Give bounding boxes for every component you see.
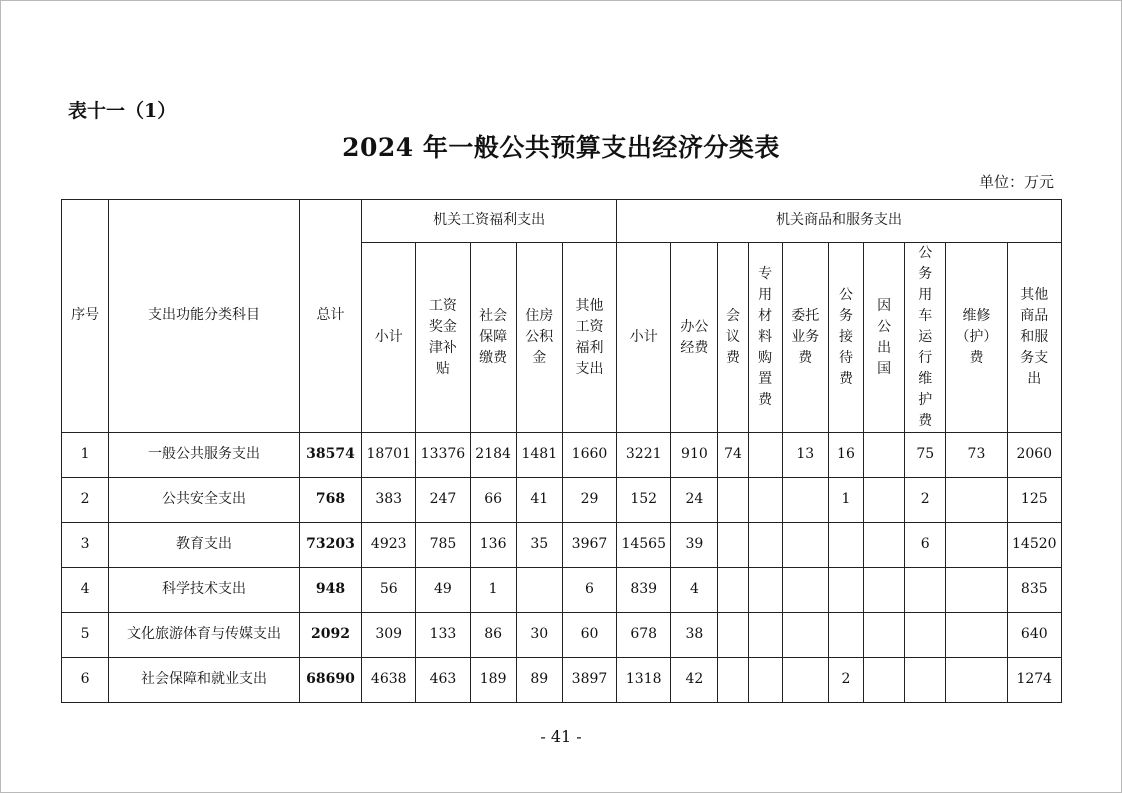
header-line: 车 [918, 308, 933, 324]
header-line: 出 [1027, 371, 1042, 387]
cell-g-other: 125 [1007, 478, 1061, 523]
cell-s-social: 2184 [470, 433, 516, 478]
cell-category: 公共安全支出 [109, 478, 300, 523]
cell-s-housing: 89 [516, 658, 562, 703]
cell-g-other: 2060 [1007, 433, 1061, 478]
table-row [62, 523, 1062, 568]
cell-g-reception [828, 613, 863, 658]
header-line: 贴 [435, 360, 450, 377]
header-line: 费 [798, 350, 813, 366]
cell-g-abroad [864, 613, 905, 658]
cell-s-sub: 4923 [362, 523, 416, 568]
cell-s-wages: 463 [416, 658, 470, 703]
header-line: 公 [877, 318, 892, 335]
header-goods_cols-other_goods [1007, 243, 1061, 433]
cell-g-maint [946, 523, 1007, 568]
cell-g-meeting [718, 613, 748, 658]
header-line: 费 [838, 371, 853, 387]
cell-g-office: 38 [671, 613, 718, 658]
header-line: 费 [726, 350, 741, 366]
cell-g-abroad [864, 523, 905, 568]
cell-s-housing: 30 [516, 613, 562, 658]
header-line: 经费 [680, 339, 709, 356]
cell-s-wages: 13376 [416, 433, 470, 478]
header-group-goods: 机关商品和服务支出 [617, 200, 1062, 243]
header-line: 公 [838, 287, 853, 303]
header-salary_cols-other_wages [562, 243, 616, 433]
table-row [62, 433, 1062, 478]
cell-g-entrusted [782, 478, 828, 523]
cell-g-reception: 2 [828, 658, 863, 703]
cell-s-housing: 41 [516, 478, 562, 523]
cell-seq: 5 [62, 613, 109, 658]
header-line: 公积 [525, 329, 554, 345]
cell-g-office: 39 [671, 523, 718, 568]
cell-g-office: 4 [671, 568, 718, 613]
cell-s-wages: 785 [416, 523, 470, 568]
cell-s-social: 86 [470, 613, 516, 658]
cell-g-sub: 14565 [617, 523, 671, 568]
cell-g-materials [748, 658, 782, 703]
header-line: 工资 [428, 297, 457, 314]
cell-g-maint: 73 [946, 433, 1007, 478]
cell-g-vehicle [905, 658, 946, 703]
header-salary_cols-wages [416, 243, 470, 433]
cell-total: 73203 [299, 523, 361, 568]
header-salary_cols-subtotal [362, 243, 416, 433]
cell-g-sub: 1318 [617, 658, 671, 703]
cell-g-meeting [718, 568, 748, 613]
cell-s-wages: 133 [416, 613, 470, 658]
header-line: 行 [918, 350, 933, 366]
header-line: 办公 [680, 318, 709, 335]
cell-g-office: 42 [671, 658, 718, 703]
header-line: 公 [918, 245, 933, 261]
cell-category: 社会保障和就业支出 [109, 658, 300, 703]
cell-category: 文化旅游体育与传媒支出 [109, 613, 300, 658]
cell-s-other: 3967 [562, 523, 616, 568]
cell-category: 教育支出 [109, 523, 300, 568]
header-goods_cols-entrusted [782, 243, 828, 433]
cell-g-other: 640 [1007, 613, 1061, 658]
table-row [62, 568, 1062, 613]
cell-seq: 1 [62, 433, 109, 478]
cell-s-other: 60 [562, 613, 616, 658]
header-salary_cols-social [470, 243, 516, 433]
table-number: 表十一（1） [68, 100, 177, 122]
header-group-salary: 机关工资福利支出 [362, 200, 617, 243]
header-line: 因 [877, 297, 892, 314]
header-line: 津补 [428, 339, 457, 356]
header-goods_cols-subtotal [617, 243, 671, 433]
cell-g-entrusted: 13 [782, 433, 828, 478]
header-line: 工资 [575, 318, 604, 335]
cell-g-office: 910 [671, 433, 718, 478]
table-row [62, 478, 1062, 523]
header-goods_cols-maintenance [946, 243, 1007, 433]
header-line: 支出 [575, 360, 604, 377]
cell-g-sub: 152 [617, 478, 671, 523]
header-line: 住房 [525, 308, 554, 324]
header-line: 小计 [374, 329, 403, 345]
cell-g-reception: 16 [828, 433, 863, 478]
header-line: 材 [758, 308, 773, 324]
cell-s-sub: 18701 [362, 433, 416, 478]
cell-total: 68690 [299, 658, 361, 703]
header-line: 其他 [575, 297, 604, 314]
header-line: 福利 [575, 339, 604, 356]
cell-g-reception [828, 523, 863, 568]
cell-g-materials [748, 433, 782, 478]
header-line: 会 [726, 308, 741, 324]
header-line: 务 [918, 266, 933, 282]
cell-total: 2092 [299, 613, 361, 658]
header-goods_cols-meeting [718, 243, 748, 433]
cell-total: 768 [299, 478, 361, 523]
cell-g-sub: 678 [617, 613, 671, 658]
cell-g-reception [828, 568, 863, 613]
cell-seq: 2 [62, 478, 109, 523]
header-line: 出 [877, 339, 892, 356]
header-line: 保障 [479, 329, 508, 345]
header-line: 费 [918, 413, 933, 429]
cell-g-reception: 1 [828, 478, 863, 523]
table-row [62, 613, 1062, 658]
header-line: 置 [758, 371, 773, 387]
cell-g-abroad [864, 433, 905, 478]
cell-g-entrusted [782, 568, 828, 613]
header-line: 料 [758, 329, 773, 345]
header-line: 缴费 [479, 350, 508, 366]
document-title: 2024 年一般公共预算支出经济分类表 [342, 133, 780, 162]
cell-g-materials [748, 568, 782, 613]
cell-g-sub: 3221 [617, 433, 671, 478]
header-line: 金 [532, 350, 547, 366]
cell-g-maint [946, 568, 1007, 613]
page-number: - 41 - [540, 727, 582, 746]
cell-category: 科学技术支出 [109, 568, 300, 613]
cell-seq: 6 [62, 658, 109, 703]
header-total: 总计 [299, 200, 361, 433]
header-line: 其他 [1020, 287, 1049, 303]
cell-g-meeting [718, 658, 748, 703]
cell-category: 一般公共服务支出 [109, 433, 300, 478]
expenditure-table [61, 199, 1062, 703]
header-category: 支出功能分类科目 [109, 200, 300, 433]
header-line: （护） [955, 329, 998, 345]
cell-g-sub: 839 [617, 568, 671, 613]
cell-g-other: 1274 [1007, 658, 1061, 703]
cell-s-housing: 1481 [516, 433, 562, 478]
cell-s-social: 136 [470, 523, 516, 568]
cell-g-vehicle: 75 [905, 433, 946, 478]
header-line: 业务 [791, 329, 820, 345]
cell-g-materials [748, 613, 782, 658]
cell-g-abroad [864, 568, 905, 613]
cell-g-meeting [718, 478, 748, 523]
cell-g-maint [946, 613, 1007, 658]
cell-s-other: 29 [562, 478, 616, 523]
header-goods_cols-vehicle [905, 243, 946, 433]
header-seq: 序号 [62, 200, 109, 433]
cell-s-social: 66 [470, 478, 516, 523]
cell-s-sub: 56 [362, 568, 416, 613]
cell-s-housing [516, 568, 562, 613]
header-line: 费 [758, 392, 773, 408]
header-line: 奖金 [428, 318, 457, 335]
header-line: 用 [758, 287, 773, 303]
cell-g-materials [748, 478, 782, 523]
unit-label: 单位：万元 [978, 173, 1054, 191]
header-line: 待 [838, 350, 853, 366]
cell-g-entrusted [782, 658, 828, 703]
header-line: 务支 [1020, 350, 1049, 366]
header-line: 维 [918, 371, 933, 387]
header-line: 购 [758, 350, 773, 366]
header-salary_cols-housing [516, 243, 562, 433]
header-line: 专 [758, 266, 773, 282]
header-line: 用 [918, 287, 933, 303]
cell-g-entrusted [782, 523, 828, 568]
cell-s-sub: 383 [362, 478, 416, 523]
header-goods_cols-abroad [864, 243, 905, 433]
cell-s-social: 189 [470, 658, 516, 703]
cell-g-entrusted [782, 613, 828, 658]
cell-g-vehicle [905, 613, 946, 658]
header-line: 小计 [629, 329, 658, 345]
cell-seq: 4 [62, 568, 109, 613]
header-line: 商品 [1020, 308, 1049, 324]
header-line: 运 [918, 329, 933, 345]
header-goods_cols-reception [828, 243, 863, 433]
cell-s-other: 1660 [562, 433, 616, 478]
header-line: 务 [838, 308, 853, 324]
header-line: 国 [877, 360, 892, 377]
header-line: 委托 [791, 308, 820, 324]
table-row [62, 658, 1062, 703]
cell-g-maint [946, 658, 1007, 703]
cell-total: 38574 [299, 433, 361, 478]
cell-g-maint [946, 478, 1007, 523]
header-line: 议 [726, 329, 741, 345]
cell-g-abroad [864, 658, 905, 703]
cell-s-wages: 247 [416, 478, 470, 523]
cell-g-vehicle [905, 568, 946, 613]
header-line: 护 [918, 392, 933, 408]
cell-s-housing: 35 [516, 523, 562, 568]
cell-s-wages: 49 [416, 568, 470, 613]
cell-g-other: 835 [1007, 568, 1061, 613]
header-line: 社会 [479, 308, 508, 324]
cell-g-meeting: 74 [718, 433, 748, 478]
header-line: 接 [838, 329, 853, 345]
cell-g-vehicle: 2 [905, 478, 946, 523]
cell-g-abroad [864, 478, 905, 523]
cell-s-sub: 4638 [362, 658, 416, 703]
cell-s-social: 1 [470, 568, 516, 613]
cell-g-meeting [718, 523, 748, 568]
cell-s-other: 3897 [562, 658, 616, 703]
cell-g-vehicle: 6 [905, 523, 946, 568]
cell-g-materials [748, 523, 782, 568]
cell-s-sub: 309 [362, 613, 416, 658]
cell-seq: 3 [62, 523, 109, 568]
cell-g-other: 14520 [1007, 523, 1061, 568]
cell-total: 948 [299, 568, 361, 613]
header-line: 和服 [1020, 329, 1049, 345]
header-line: 费 [969, 350, 984, 366]
cell-g-office: 24 [671, 478, 718, 523]
header-goods_cols-office [671, 243, 718, 433]
header-line: 维修 [962, 308, 991, 324]
cell-s-other: 6 [562, 568, 616, 613]
header-goods_cols-materials [748, 243, 782, 433]
